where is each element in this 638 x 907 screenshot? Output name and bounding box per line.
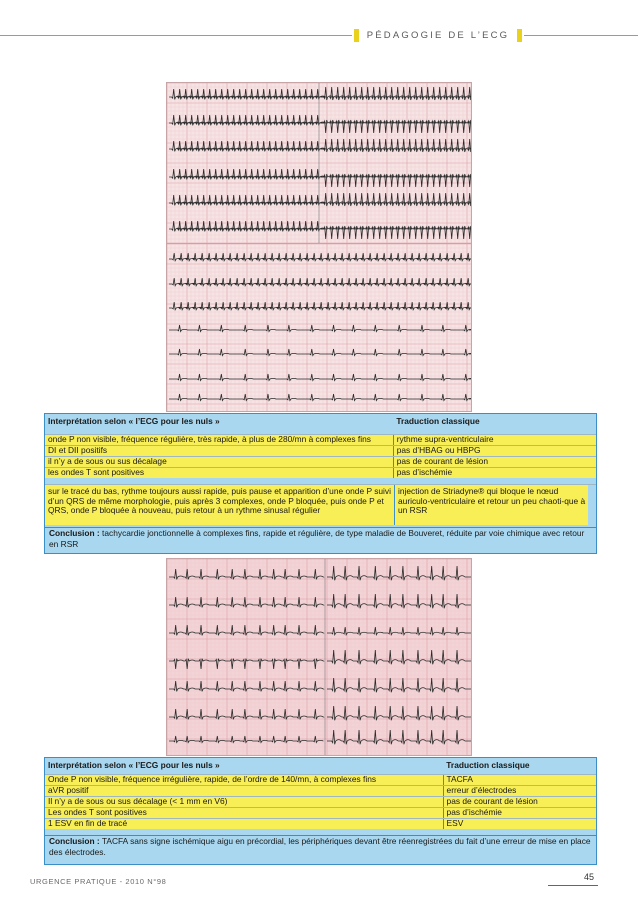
interpretation-table-2 — [44, 757, 597, 865]
row-interpretation: Onde P non visible, fréquence irrégulière, rapide, de l’ordre de 140/mn, à complexes fins — [45, 775, 444, 785]
row-interpretation: DI et DII positifs — [45, 446, 394, 456]
row-interpretation: onde P non visible, fréquence régulière, très rapide, à plus de 280/mn à complexes fins — [45, 435, 394, 445]
col-translation-header: Traduction classique — [396, 417, 480, 426]
header-marker-left — [354, 29, 359, 42]
table-row — [45, 807, 596, 818]
header-rule — [0, 35, 638, 36]
row-interpretation: sur le tracé du bas, rythme toujours aussi rapide, puis pause et apparition d’une onde P suivi d’un QRS de même morphologie, puis après 3 complexes, onde P bloquée, puis onde P et QRS, onde P bloquée à nouveau, puis retour à un rythme sinusal régulier — [45, 485, 395, 525]
row-translation: pas de courant de lésion — [394, 457, 596, 467]
row-translation: TACFA — [444, 775, 596, 785]
conclusion — [45, 527, 596, 552]
col-translation-header: Traduction classique — [446, 761, 530, 770]
table-header — [45, 761, 596, 773]
row-interpretation: Il n’y a de sous ou sus décalage (< 1 mm en V6) — [45, 797, 444, 807]
table-header — [45, 417, 596, 429]
col-interpretation-header: Interprétation selon « l’ECG pour les nuls » — [48, 417, 220, 426]
header-marker-right — [517, 29, 522, 42]
interpretation-table-1 — [44, 413, 597, 554]
table-row — [45, 774, 596, 785]
ecg-tracing-1 — [166, 82, 472, 245]
table-row — [45, 434, 596, 445]
row-interpretation: il n’y a de sous ou sus décalage — [45, 457, 394, 467]
table-row — [45, 785, 596, 796]
row-interpretation: Les ondes T sont positives — [45, 808, 444, 818]
page-number: 45 — [584, 872, 595, 882]
row-translation: ESV — [444, 819, 596, 829]
table-row — [45, 484, 596, 525]
row-interpretation: aVR positif — [45, 786, 444, 796]
row-translation: pas de courant de lésion — [444, 797, 596, 807]
ecg-tracing-2 — [166, 243, 472, 412]
table-row — [45, 445, 596, 456]
conclusion-text: TACFA sans signe ischémique aigu en précordial, les périphériques devant être réenregistrées du fait d’une erreur de mise en place des électrodes. — [49, 836, 591, 857]
page-number-rule — [548, 885, 598, 886]
ecg-tracing-3 — [166, 558, 472, 756]
section-title: PÉDAGOGIE DE L’ECG — [366, 29, 510, 41]
section-header — [352, 26, 524, 44]
row-translation: rythme supra-ventriculaire — [394, 435, 596, 445]
row-translation: erreur d’électrodes — [444, 786, 596, 796]
conclusion-text: tachycardie jonctionnelle à complexes fins, rapide et régulière, de type maladie de Bouveret, réduite par voie chimique avec retour en RSR — [49, 528, 585, 549]
table-row — [45, 467, 596, 478]
row-translation: injection de Striadyne® qui bloque le nœud auriculo-ventriculaire et retour un peu chaoti-que à un RSR — [395, 485, 588, 525]
journal-footer: URGENCE PRATIQUE - 2010 N°98 — [30, 877, 167, 886]
conclusion-label: Conclusion : — [49, 836, 100, 846]
col-interpretation-header: Interprétation selon « l’ECG pour les nuls » — [48, 761, 220, 770]
table-row — [45, 796, 596, 807]
row-interpretation: les ondes T sont positives — [45, 468, 394, 478]
conclusion-label: Conclusion : — [49, 528, 100, 538]
row-translation: pas d’HBAG ou HBPG — [394, 446, 596, 456]
conclusion — [45, 835, 596, 863]
row-interpretation: 1 ESV en fin de tracé — [45, 819, 444, 829]
table-row — [45, 456, 596, 467]
table-row — [45, 818, 596, 829]
row-translation: pas d’ischémie — [394, 468, 596, 478]
row-translation: pas d’ischémie — [444, 808, 596, 818]
